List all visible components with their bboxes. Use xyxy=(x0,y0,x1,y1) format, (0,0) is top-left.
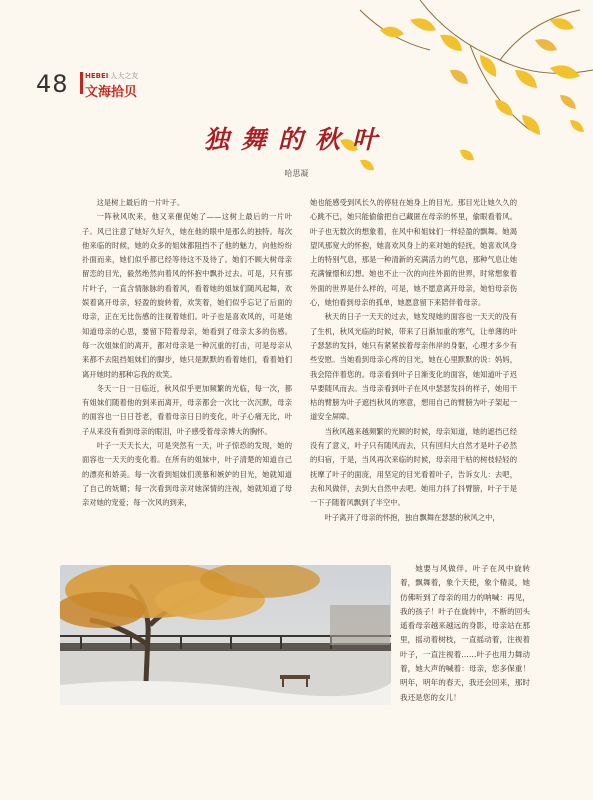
section-name: 文海拾贝 xyxy=(85,85,138,100)
autumn-tree-photo xyxy=(60,565,391,705)
brand-top-line xyxy=(85,71,165,81)
page-number: 48 xyxy=(36,70,69,98)
article-author: 哈思凝 xyxy=(284,169,309,178)
article-title: 独舞的秋叶 xyxy=(203,125,389,154)
paragraph: 这是树上最后的一片叶子。 xyxy=(96,198,185,207)
paragraph: 叶子离开了母亲的怀抱，独自飘舞在瑟瑟的秋风之中， xyxy=(324,512,500,522)
paragraph: 她要与风做伴。叶子在风中旋转着，飘舞着，象个天使，象个精灵，她仿佛听到了母亲的用力的呐喊：再见，我的孩子！叶子在旋转中，不断的回头遥看母亲越来越远的身影，母亲站在那里，摇动着树枝，一直摇动着，注视着叶子，一直注视着……叶子也用力舞动着，她大声的喊着：母亲，您多保重！明年，明年的春天，我还会回来，那时我还是您的女儿！ xyxy=(400,564,530,702)
brand-top-cn: 人大之友 xyxy=(110,72,139,80)
paragraph: 秋天的日子一天天的过去，她发现她的面容也一天天的没有了生机，秋风光临的时候，带来了日渐加重的寒气，让单薄的叶子瑟瑟的发抖，她只有紧紧挨着母亲伟岸的身躯，心理才多少有些安慰。当她看到母亲心疼的目光，她在心里默默的说：妈妈，我会陪伴着您的。母亲看到叶子日渐变化的面容，她知道叶子迟早要随风而去。当母亲看到叶子在风中瑟瑟发抖的样子，她用干枯的臂膀为叶子遮挡秋风的寒意，想用自己的臂膀为叶子架起一道安全屏障。 xyxy=(310,312,517,422)
section-brand xyxy=(85,71,165,100)
paragraph: 一阵秋风吹来，他又来催促她了——这树上最后的一片叶子。风已注意了她好久好久，她在他的眼中是那么的独特。每次他来临的时候，她的众多的姐妹都阻挡不了他的魅力，向他纷纷扑面而来，她们似乎都已经等待这不及待了。她们不顾大树母亲留恋的目光，毅然绝然向着风的怀抱中飘扑过去。可是，只有那片叶子，一直含情脉脉的看着风，看着她的姐妹们随风起舞，欢娱着离开母亲，轻盈的旋转着，欢笑着，她们似乎忘记了后面的母亲，正在无比伤感的注视着她们。叶子也是喜欢风的，可是她知道母亲的心思，要留下陪着母亲，她看到了母亲太多的伤感。每一次姐妹们的离开，都对母亲是一种沉重的打击，可是母亲从来都不去阻挡姐妹们的脚步，她只是默默的看着她们，看着她们离开她时的那种忘我的欢笑。 xyxy=(82,212,292,379)
right-column xyxy=(310,196,517,546)
paragraph: 当秋风越来越频繁的光顾的时候，母亲知道，她的遮挡已经没有了意义，叶子只有随风而去，只有回归大自然才是叶子必然的归宿，于是，当风再次来临的时候，母亲用干枯的树枝轻轻的抚摩了叶子的面庞，用坚定的目光看着叶子，告诉女儿：去吧，去和风做伴，去到大自然中去吧。她用力抖了抖臂膀，叶子于是一下子随着风飘到了半空中。 xyxy=(310,426,517,508)
left-column xyxy=(82,196,292,511)
right-column-tail xyxy=(400,562,530,705)
brand-accent-bar xyxy=(80,72,83,94)
brand-top-en: HEBEI xyxy=(85,72,109,80)
paragraph: 叶子一天天长大，可是突然有一天，叶子惊恐的发现，她的面容也一天天的变化着。在所有的姐妹中，叶子清楚的知道自己的漂亮和娇美。每一次看到姐妹们羡慕和嫉妒的目光，她就知道了自己的妩媚；每一次看到母亲对她深情的注视，她就知道了母亲对她的宠爱；每一次风的到来， xyxy=(82,441,292,508)
paragraph: 冬天一日一日临近，秋风似乎更加频繁的光临，每一次，都有姐妹们随着他的到来而离开，母亲都会一次比一次沉默，母亲的面容也一日日苍老，看着母亲日日的变化，叶子心痛无比，叶子从来没有看到母亲的眼泪，叶子感受着母亲博大的胸怀。 xyxy=(82,383,292,436)
paragraph: 她也能感受到风长久的停驻在她身上的目光。那目光让她久久的心跳不已，她只能偷偷把自己藏匿在母亲的怀里，偷眼看着风。叶子也无数次的想象着，在风中和姐妹们一样轻盈的飘舞。她渴望风那宽大的怀抱，她喜欢风身上的来对她的轻抚，她喜欢风身上的特别气息，那是一种清新的充满活力的气息，那种气息让她充满憧憬和幻想。她也不止一次的向往外面的世界，时常想象着外面的世界是什么样的，可是，她不愿意离开母亲，她怕母亲伤心，她怕看到母亲的孤单，她愿意留下来陪伴着母亲。 xyxy=(310,198,517,308)
